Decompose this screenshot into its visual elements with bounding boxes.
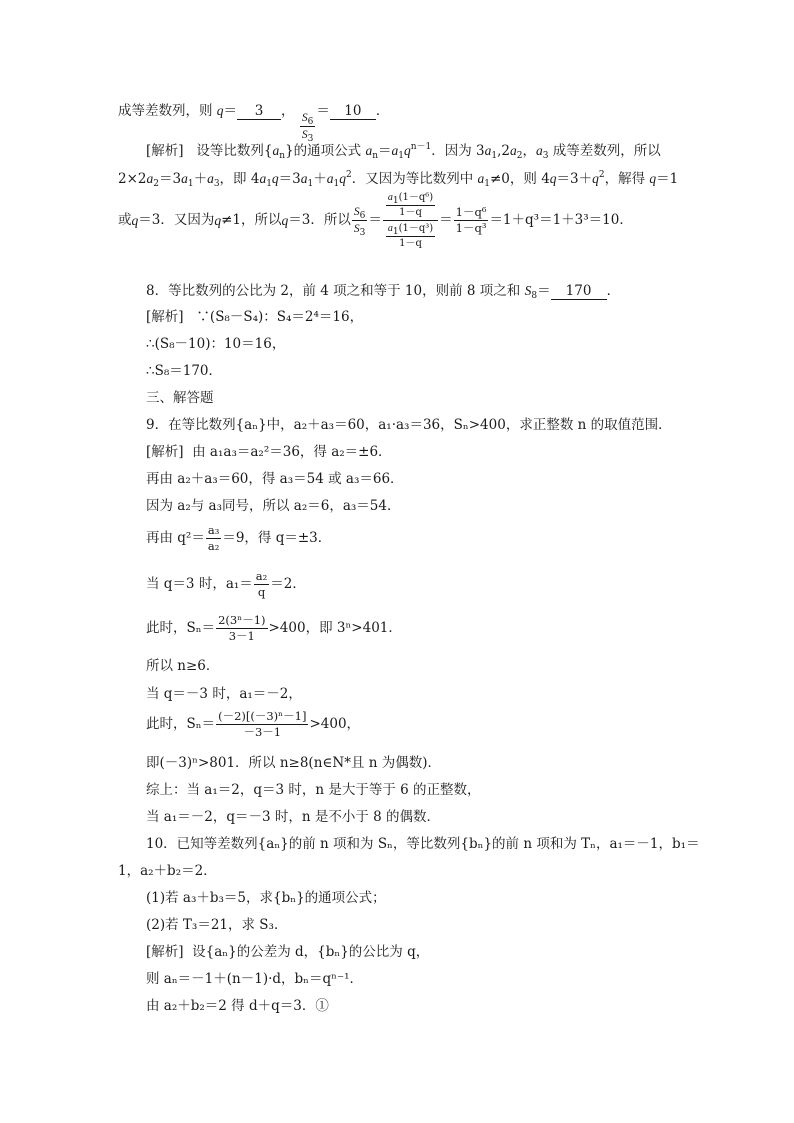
fraction [216,614,267,643]
var: a [484,143,492,158]
text: ， [522,143,537,159]
text: ， [281,103,295,119]
var: a [146,171,154,186]
var: q [549,171,557,186]
text: ＝ [537,283,551,299]
text: ,2 [497,143,511,159]
q8-solution-3: ∴S₈＝170． [146,363,223,379]
var: a [536,143,543,158]
text: ＝ [378,143,392,159]
text: 1－q [399,237,422,249]
sub: 1 [333,179,340,189]
sub: 1 [491,151,498,161]
text: 1－q [399,206,422,218]
var: q [403,143,411,158]
section-heading: 三、解答题 [146,390,214,406]
text: ＝3．所以 [288,211,351,228]
solution-label: [解析] [146,143,184,159]
text: 1－q⁶ [454,206,489,221]
q10-stem-1: 10．已知等差数列{aₙ}的前 n 项和为 Sₙ，等比数列{bₙ}的前 n 项和为 Tₙ，a₁＝－1，b₁＝ [146,836,700,852]
text: 或 [118,211,132,228]
text: ＝3 [278,171,301,187]
text: ＝3．又因为 [138,211,215,228]
var-S: S [301,112,308,124]
q9-solution-8: 当 q＝－3 时，a₁＝－2， [146,686,302,702]
text: ． [375,103,390,119]
text: 此时，Sₙ＝ [146,619,216,636]
text: ≠0，则 4 [490,171,550,187]
var: q [271,171,279,186]
text: ＝1 [656,171,679,187]
text: 再由 q²＝ [146,529,205,546]
inner-fraction-top [386,192,435,218]
text: 设{aₙ}的公差为 d，{bₙ}的公比为 q， [192,944,430,960]
text: 1－q³ [455,221,487,235]
text: ＝2． [270,575,306,592]
var: q [592,171,599,186]
var: a [391,143,399,158]
var: a [272,143,280,158]
text: ∵(S₈－S₄)：S₄＝2⁴＝16， [196,309,364,325]
solution-label: [解析] [146,444,184,460]
sub: 6 [307,117,314,127]
sub: 1 [398,151,404,161]
q9-solution-6 [146,614,402,643]
var: q [281,212,289,228]
text: q [257,585,266,600]
var: a [326,171,334,186]
sub: 1 [392,196,399,206]
q7-solution-line-3 [118,192,633,249]
text: a₂ [254,570,269,585]
sub: 2 [516,151,523,161]
q9-solution-11: 综上：当 a₁＝2，q＝3 时，n 是大于等于 6 的正整数， [146,782,481,798]
answer-blank-q: 3 [237,104,281,120]
var: a [300,171,308,186]
var: a [207,171,214,186]
q7-solution-line-2 [118,172,678,187]
q10-solution-3: 由 a₂＋b₂＝2 得 d＋q＝3．① [146,998,329,1014]
solution-label: [解析] [146,944,184,960]
text: a₂ [207,539,220,554]
q9-stem: 9．在等比数列{aₙ}中，a₂＋a₃＝60，a₁·a₃＝36，Sₙ>400，求正整数 n 的取值范围． [146,417,672,433]
sub: 8 [531,291,538,301]
text: 由 a₁a₃＝a₂²＝36，得 a₂＝±6． [192,444,392,460]
text: ＝3 [158,171,182,187]
text: ．因为 3 [431,143,485,159]
q9-solution-1 [146,446,392,460]
sub: 1 [266,179,272,189]
text: ，即 4 [219,171,260,187]
compound-fraction [383,192,438,249]
sub: 1 [392,227,399,237]
q10-part-1: (1)若 a₃＋b₃＝5，求{bₙ}的通项公式； [146,890,386,906]
q7-answer-line [118,103,390,145]
text: ＝ [316,103,330,119]
text: ≠1，所以 [221,211,282,228]
sub: 6 [359,210,366,221]
var: a [387,223,393,234]
sub: 2 [153,179,159,189]
q9-solution-10: 即(－3)ⁿ>801．所以 n≥8(n∈N*且 n 为偶数)． [146,755,441,771]
text: ＝1＋q³＝1＋3³＝10． [489,211,633,228]
var-S: S [353,223,360,235]
var-S: S [301,129,308,142]
q8-stem [146,284,620,300]
sup: 2 [598,170,605,180]
sub: 3 [307,134,314,145]
q10-part-2: (2)若 T₃＝21，求 S₃． [146,917,288,933]
text: ＝ [439,211,453,228]
q9-solution-3: 因为 a₂与 a₃同号，所以 a₂＝6，a₃＝54． [146,498,401,514]
text: >400，即 3ⁿ>401． [268,619,402,636]
ratio-fraction [352,205,367,236]
q7-solution-line-1 [146,144,661,159]
text: ．又因为等比数列中 [351,171,478,187]
q9-solution-12: 当 a₁＝－2，q＝－3 时，n 是不小于 8 的偶数． [146,809,441,825]
sub: 1 [187,179,194,189]
var: a [510,143,517,158]
text: ＋ [193,171,208,187]
text: 当 q＝3 时，a₁＝ [146,575,253,592]
text: 设等比数列{ [196,143,273,159]
var: a [365,143,373,158]
text: ，解得 [604,171,650,187]
q10-solution-1 [146,946,429,960]
inner-fraction-bottom [386,223,435,249]
sup: 2 [345,170,352,180]
var-S: S [524,283,532,298]
text: ＝9，得 q＝±3． [222,529,332,546]
text: 成等差数列，则 [118,103,217,119]
sup: n－1 [410,142,432,152]
fraction [254,570,269,599]
q9-solution-5 [146,570,306,599]
ratio-fraction [300,111,315,145]
answer-blank-ratio: 10 [330,104,376,120]
var: a [477,171,485,186]
fraction [206,524,221,553]
q8-solution-1 [146,311,363,325]
sub: n [279,151,286,161]
var: q [214,212,222,228]
var: a [259,171,267,186]
text: ． [606,283,621,299]
text: (1－q⁶) [398,192,434,203]
text: >400， [309,715,361,732]
q9-solution-7: 所以 n≥6． [146,658,220,674]
text: }的通项公式 [285,143,366,159]
text: ＋ [313,171,327,187]
q8-solution-2: ∴(S₈－10)：10＝16， [146,336,286,352]
q9-solution-4 [146,524,331,553]
sub: 3 [213,179,220,189]
q9-solution-9 [146,710,360,739]
q9-solution-2: 再由 a₂＋a₃＝60，得 a₃＝54 或 a₃＝66． [146,471,404,487]
sub: 1 [307,179,314,189]
solution-label: [解析] [146,309,184,325]
sub: 1 [484,179,490,189]
var: a [181,171,188,186]
fraction [216,710,308,739]
sub: n [372,151,378,161]
sub: 3 [359,228,366,238]
text: (1－q³) [398,223,434,234]
q10-stem-2: 1，a₂＋b₂＝2． [118,863,217,879]
text: 2(3ⁿ－1) [216,614,267,629]
text: 3－1 [228,629,255,644]
text: 2×2 [118,171,147,187]
var-q: q [216,103,224,118]
var: q [339,171,346,186]
answer-blank-S8: 170 [551,284,607,300]
text: －3－1 [243,725,282,740]
var-S: S [353,205,360,218]
text: 此时，Sₙ＝ [146,715,216,732]
text: ＝3＋ [556,171,593,187]
text: 成等差数列，所以 [548,143,661,159]
text: ＝ [223,103,238,119]
sub: 3 [542,151,549,161]
q10-solution-2: 则 aₙ＝－1＋(n－1)·d，bₙ＝qⁿ⁻¹． [146,971,364,987]
text: ＝ [368,211,382,228]
var: q [131,212,139,228]
text: 8．等比数列的公比为 2，前 4 项之和等于 10，则前 8 项之和 [146,283,525,299]
simplified-fraction [454,206,489,235]
var: a [387,192,393,203]
text: (－2)[(－3)ⁿ－1] [216,710,308,725]
var: q [649,171,657,186]
text: a₃ [206,524,221,539]
